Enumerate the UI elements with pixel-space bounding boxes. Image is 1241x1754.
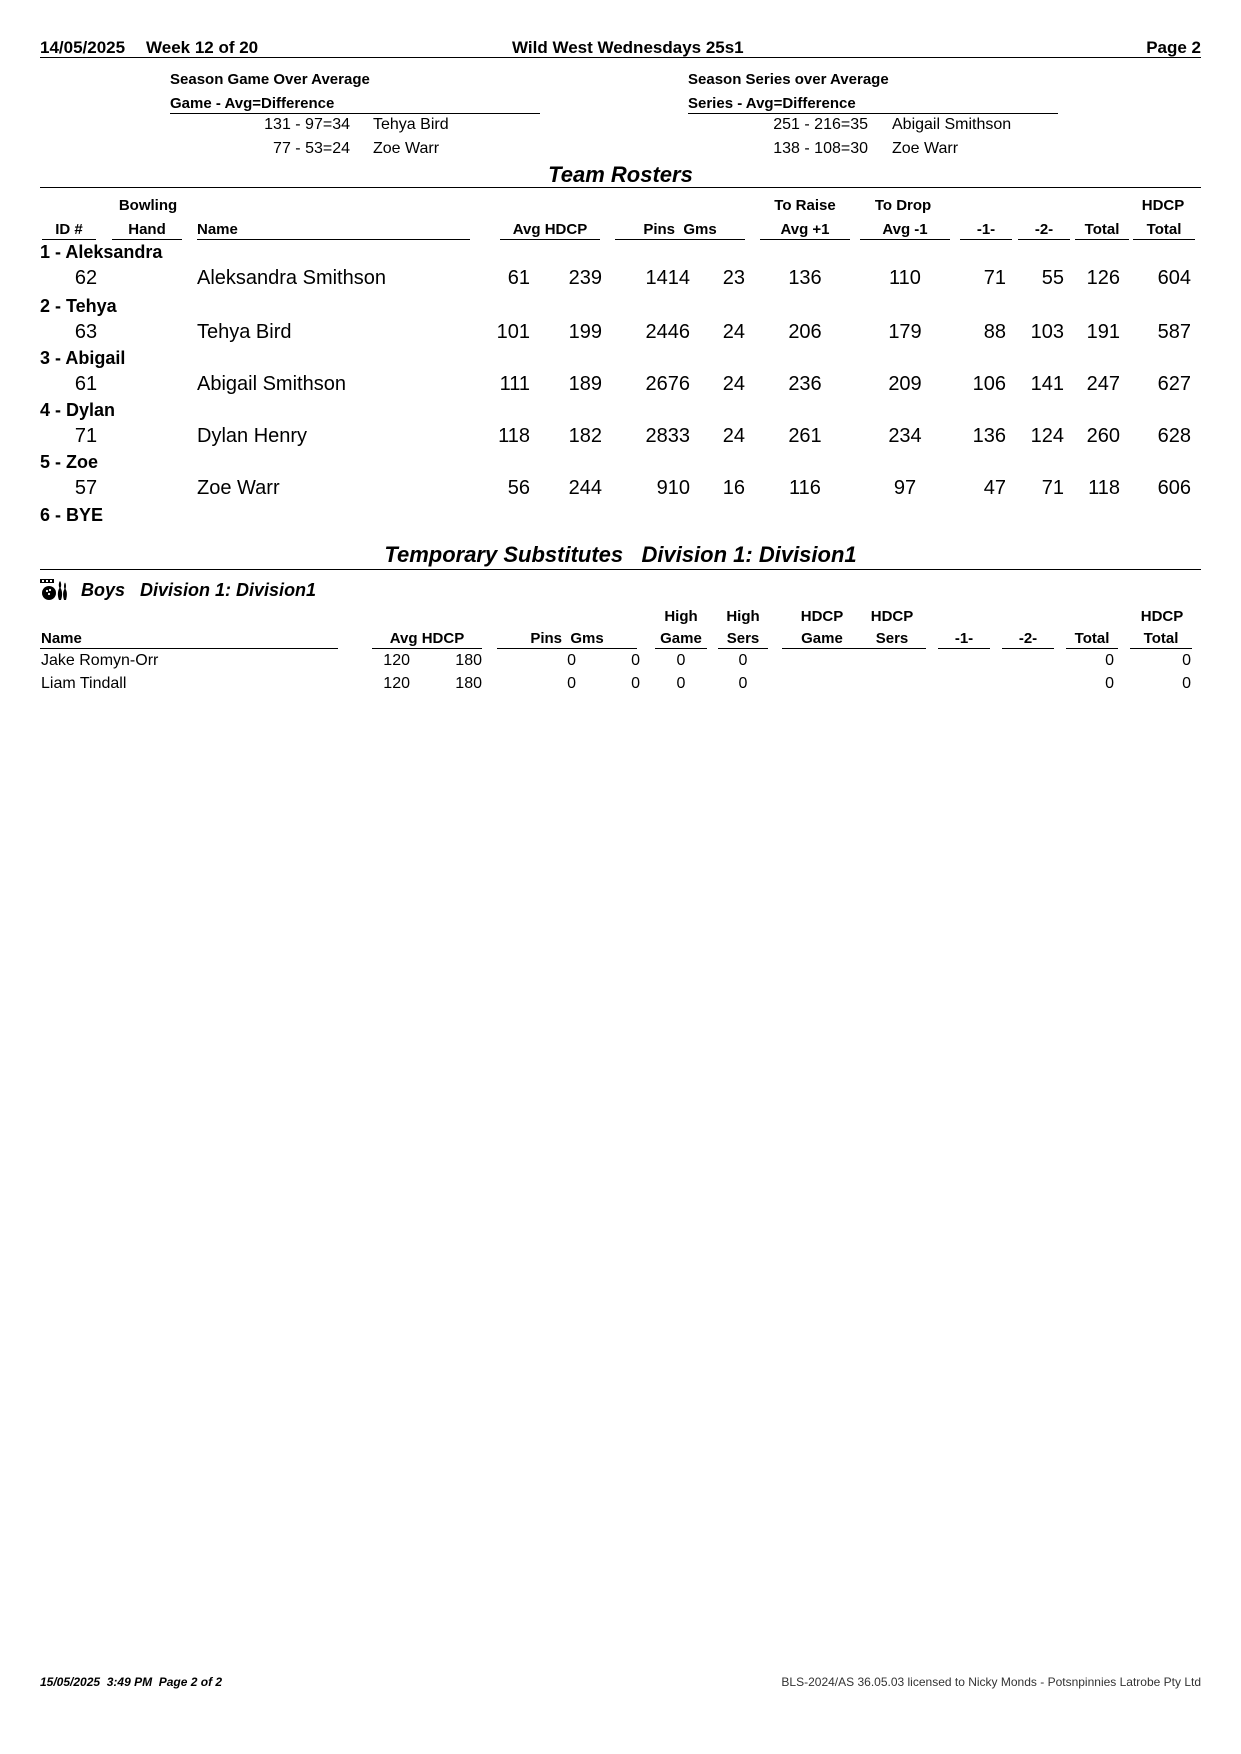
bowler-to-drop: 179 [888,321,922,343]
bowler-games: 24 [722,425,745,447]
bowler-game-2: 124 [1030,425,1064,447]
season-series-name: Zoe Warr [892,140,959,157]
footer-license: BLS-2024/AS 36.05.03 licensed to Nicky Monds - Potsnpinnies Latrobe Pty Ltd [781,1675,1201,1689]
sub-hdcp-total: 0 [1182,652,1191,669]
col-hdcp-sers-top: HDCP [870,608,914,625]
sub-total: 0 [1105,675,1114,692]
bowler-total: 191 [1086,321,1120,343]
sub-hdcp: 180 [455,675,482,692]
sub-high-sers: 0 [738,652,748,669]
col-id: ID # [55,221,83,238]
season-series-subtitle: Series - Avg=Difference [688,95,856,112]
bowler-avg: 101 [496,321,530,343]
sub-total: 0 [1105,652,1114,669]
col-hdcp-total: Total [1146,221,1182,238]
bowler-avg: 118 [498,425,530,447]
bowler-hdcp: 199 [568,321,602,343]
bowler-to-drop: 234 [888,425,922,447]
bowler-to-raise: 116 [789,477,821,499]
season-series-calc: 138 - 108=30 [773,140,868,157]
col-sub-name: Name [41,630,82,647]
team-label: 4 - Dylan [40,400,116,420]
substitutes-group: Boys Division 1: Division1 [81,580,317,600]
team-rosters-title: Team Rosters [548,162,693,187]
bowler-games: 24 [722,373,745,395]
sub-avg: 120 [383,652,410,669]
col-high-sers-top: High [726,608,760,625]
bowler-games: 23 [722,267,745,289]
season-game-subtitle: Game - Avg=Difference [170,95,335,112]
bowler-to-drop: 209 [888,373,922,395]
bowler-avg: 61 [507,267,530,289]
report-date: 14/05/2025 [40,38,126,57]
sub-name: Liam Tindall [41,675,127,692]
bowler-avg: 111 [499,373,530,395]
bowler-pins: 1414 [645,267,690,289]
bowler-name: Dylan Henry [197,425,308,447]
col-total: Total [1084,221,1120,238]
col-hdcp: HDCP [1141,197,1185,214]
footer-printed: 15/05/2025 3:49 PM Page 2 of 2 [40,1675,223,1689]
bowler-total: 118 [1088,477,1120,499]
bowler-hdcp-total: 628 [1157,425,1191,447]
bowler-games: 24 [722,321,745,343]
bowler-id: 61 [74,373,98,395]
col-sub-hdcp-total: Total [1143,630,1179,647]
col-hdcp-total-top: HDCP [1140,608,1184,625]
bowler-games: 16 [722,477,745,499]
bowler-name: Tehya Bird [197,321,292,343]
col-avg-plus: Avg +1 [780,221,830,238]
bowler-game-2: 141 [1030,373,1064,395]
bowler-hdcp-total: 606 [1157,477,1191,499]
col-hdcp-game-top: HDCP [800,608,844,625]
bowler-game-2: 71 [1041,477,1064,499]
team-label: 1 - Aleksandra [40,242,163,262]
col-bowling: Bowling [118,197,178,214]
team-label: 3 - Abigail [40,348,126,368]
bowler-id: 62 [74,267,98,289]
bowler-total: 247 [1086,373,1120,395]
bowler-to-drop: 97 [893,477,917,499]
sub-pins: 0 [567,652,576,669]
col-pins-gms: Pins Gms [643,221,717,238]
sub-games: 0 [631,675,640,692]
season-game-title: Season Game Over Average [170,71,370,88]
bowler-to-raise: 236 [788,373,822,395]
bowler-hdcp-total: 604 [1157,267,1191,289]
bowler-game-1: 136 [972,425,1006,447]
sub-high-sers: 0 [738,675,748,692]
bowler-game-1: 47 [983,477,1006,499]
bowler-id: 71 [74,425,98,447]
bowler-total: 260 [1086,425,1120,447]
bowler-name: Zoe Warr [197,477,280,499]
bowler-hdcp-total: 627 [1157,373,1191,395]
bowler-to-raise: 136 [788,267,822,289]
sub-name: Jake Romyn-Orr [41,652,159,669]
team-label-bye: 6 - BYE [40,505,104,525]
season-game-calc: 77 - 53=24 [273,140,350,157]
bowler-pins: 2676 [645,373,690,395]
col-sub-avg-hdcp: Avg HDCP [389,630,465,647]
sub-high-game: 0 [676,652,686,669]
col-hand: Hand [128,221,166,238]
sub-avg: 120 [383,675,410,692]
col-hdcp-sers: Sers [875,630,909,647]
week-label: Week 12 of 20 [146,38,259,57]
sub-pins: 0 [567,675,576,692]
bowler-game-1: 71 [983,267,1006,289]
bowler-pins: 2833 [645,425,690,447]
bowling-icon [40,579,68,601]
col-sub-pins-gms: Pins Gms [530,630,604,647]
team-label: 5 - Zoe [40,452,99,472]
bowler-pins: 2446 [645,321,690,343]
header-rule [40,57,1201,58]
season-series-name: Abigail Smithson [892,116,1012,133]
col-sub-total: Total [1074,630,1110,647]
bowler-hdcp: 239 [568,267,602,289]
col-game-1: -1- [976,221,996,238]
col-sub-game-1: -1- [954,630,974,647]
bowler-hdcp: 189 [568,373,602,395]
season-series-calc: 251 - 216=35 [773,116,868,133]
bowler-avg: 56 [507,477,530,499]
col-name: Name [197,221,238,238]
bowler-game-2: 55 [1041,267,1064,289]
season-game-name: Zoe Warr [373,140,440,157]
temporary-substitutes-title: Temporary Substitutes Division 1: Division1 [384,542,857,567]
col-hdcp-game: Game [801,630,843,647]
bowler-total: 126 [1086,267,1120,289]
col-game-2: -2- [1034,221,1054,238]
col-to-drop: To Drop [874,197,932,214]
sub-hdcp: 180 [455,652,482,669]
sub-high-game: 0 [676,675,686,692]
col-high-game-top: High [664,608,698,625]
league-title: Wild West Wednesdays 25s1 [512,38,744,57]
bowler-game-2: 103 [1030,321,1064,343]
col-to-raise: To Raise [774,197,836,214]
bowler-hdcp-total: 587 [1157,321,1191,343]
bowler-to-raise: 261 [788,425,822,447]
bowler-id: 63 [74,321,98,343]
col-avg-minus: Avg -1 [882,221,928,238]
col-high-game: Game [660,630,702,647]
bowler-to-raise: 206 [788,321,822,343]
team-label: 2 - Tehya [40,296,117,316]
bowler-hdcp: 244 [568,477,602,499]
bowler-id: 57 [74,477,98,499]
bowler-name: Abigail Smithson [197,373,346,395]
bowler-to-drop: 110 [889,267,921,289]
sub-games: 0 [631,652,640,669]
col-high-sers: Sers [726,630,760,647]
season-game-calc: 131 - 97=34 [264,116,350,133]
bowler-pins: 910 [656,477,690,499]
season-game-name: Tehya Bird [373,116,449,133]
col-sub-game-2: -2- [1018,630,1038,647]
bowler-name: Aleksandra Smithson [197,267,386,289]
sub-hdcp-total: 0 [1182,675,1191,692]
page-number: Page 2 [1146,38,1201,57]
season-series-title: Season Series over Average [688,71,889,88]
col-avg-hdcp: Avg HDCP [512,221,588,238]
bowler-game-1: 88 [983,321,1006,343]
bowler-game-1: 106 [972,373,1006,395]
bowler-hdcp: 182 [568,425,602,447]
